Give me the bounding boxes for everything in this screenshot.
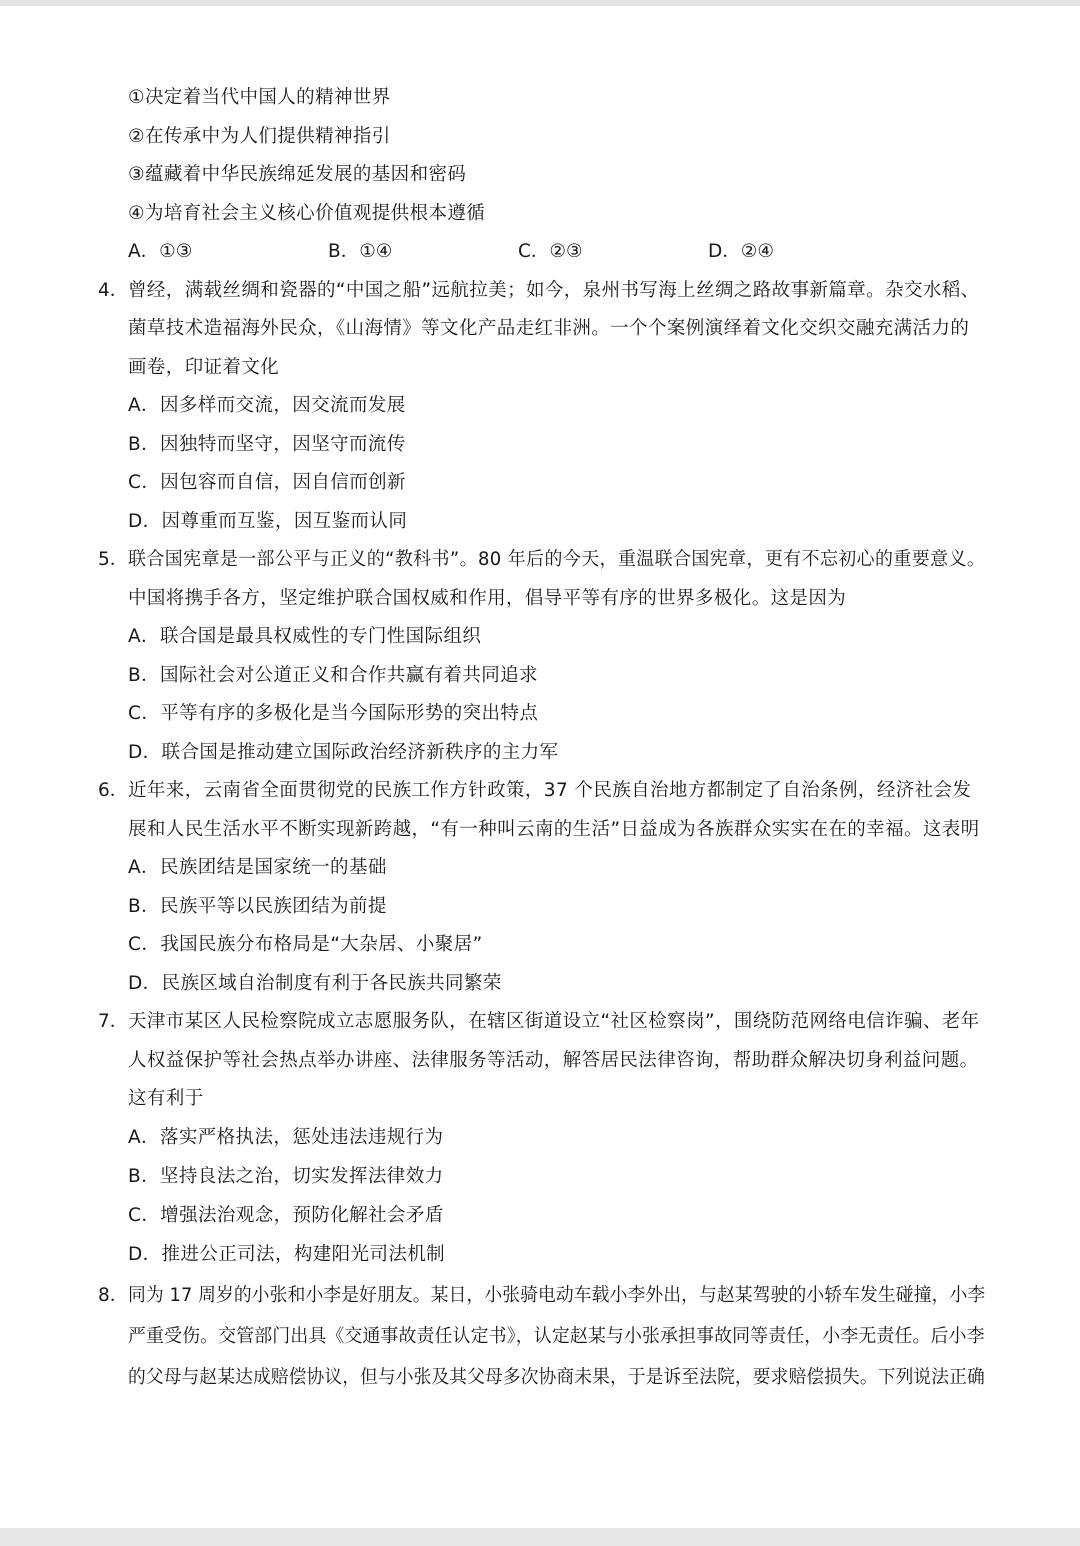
question-stem-line: 天津市某区人民检察院成立志愿服务队，在辖区街道设立“社区检察岗”，围绕防范网络电信诈骗、老年: [128, 1011, 980, 1032]
option-d[interactable]: D．因尊重而互鉴，因互鉴而认同: [128, 511, 408, 532]
option-c[interactable]: C．因包容而自信，因自信而创新: [128, 472, 406, 493]
q3-option-d[interactable]: D．②④: [708, 241, 774, 262]
question-stem-line: 画卷，印证着文化: [128, 357, 280, 378]
question-stem-line: 中国将携手各方，坚定维护联合国权威和作用，倡导平等有序的世界多极化。这是因为: [128, 588, 847, 609]
statement-2: ②在传承中为人们提供精神指引: [128, 126, 391, 147]
statement-4: ④为培育社会主义核心价值观提供根本遵循: [128, 203, 486, 224]
option-b[interactable]: B．因独特而坚守，因坚守而流传: [128, 434, 406, 455]
option-d[interactable]: D．推进公正司法，构建阳光司法机制: [128, 1244, 446, 1265]
q3-option-a[interactable]: A．①③: [128, 241, 193, 262]
question-stem-line: 同为 17 周岁的小张和小李是好朋友。某日，小张骑电动车载小李外出，与赵某驾驶的小轿车发生碰撞，小李: [128, 1285, 986, 1306]
option-b[interactable]: B．坚持良法之治，切实发挥法律效力: [128, 1166, 444, 1187]
question-stem-line: 的父母与赵某达成赔偿协议，但与小张及其父母多次协商未果，于是诉至法院，要求赔偿损失。下列说法正确: [128, 1367, 985, 1388]
question-stem-line: 联合国宪章是一部公平与正义的“教科书”。80 年后的今天，重温联合国宪章，更有不忘初心的重要意义。: [128, 549, 986, 570]
statement-1: ①决定着当代中国人的精神世界: [128, 87, 391, 108]
option-b[interactable]: B．国际社会对公道正义和合作共赢有着共同追求: [128, 665, 538, 686]
option-d[interactable]: D．民族区域自治制度有利于各民族共同繁荣: [128, 973, 502, 994]
page-bottom-edge: [0, 1528, 1080, 1546]
question-stem-line: 严重受伤。交管部门出具《交通事故责任认定书》，认定赵某与小张承担事故同等责任，小李无责任。后小李: [128, 1326, 985, 1347]
option-c[interactable]: C．平等有序的多极化是当今国际形势的突出特点: [128, 703, 539, 724]
option-c[interactable]: C．增强法治观念，预防化解社会矛盾: [128, 1205, 444, 1226]
question-number: 5．: [98, 549, 129, 570]
question-number: 6．: [98, 780, 129, 801]
q3-option-b[interactable]: B．①④: [328, 241, 393, 262]
question-number: 4．: [98, 280, 129, 301]
question-number: 8．: [98, 1285, 129, 1306]
question-stem-line: 菌草技术造福海外民众，《山海情》等文化产品走红非洲。一个个案例演绎着文化交织交融充满活力的: [128, 318, 970, 339]
question-number: 7．: [98, 1011, 129, 1032]
option-a[interactable]: A．落实严格执法，惩处违法违规行为: [128, 1127, 444, 1148]
question-stem-line: 展和人民生活水平不断实现新跨越，“有一种叫云南的生活”日益成为各族群众实实在在的幸福。这表明: [128, 819, 980, 840]
option-c[interactable]: C．我国民族分布格局是“大杂居、小聚居”: [128, 934, 483, 955]
option-b[interactable]: B．民族平等以民族团结为前提: [128, 896, 387, 917]
option-a[interactable]: A．联合国是最具权威性的专门性国际组织: [128, 626, 482, 647]
question-stem-line: 这有利于: [128, 1088, 204, 1109]
option-d[interactable]: D．联合国是推动建立国际政治经济新秩序的主力军: [128, 742, 559, 763]
option-a[interactable]: A．因多样而交流，因交流而发展: [128, 395, 406, 416]
q3-option-c[interactable]: C．②③: [518, 241, 583, 262]
statement-3: ③蕴藏着中华民族绵延发展的基因和密码: [128, 164, 467, 185]
option-a[interactable]: A．民族团结是国家统一的基础: [128, 857, 387, 878]
question-stem-line: 近年来，云南省全面贯彻党的民族工作方针政策，37 个民族自治地方都制定了自治条例，经济社会发: [128, 780, 972, 801]
question-stem-line: 曾经，满载丝绸和瓷器的“中国之船”远航拉美；如今，泉州书写海上丝绸之路故事新篇章。杂交水稻、: [128, 280, 980, 301]
q3-options: [0, 240, 1080, 264]
question-stem-line: 人权益保护等社会热点举办讲座、法律服务等活动，解答居民法律咨询，帮助群众解决切身利益问题。: [128, 1050, 979, 1071]
